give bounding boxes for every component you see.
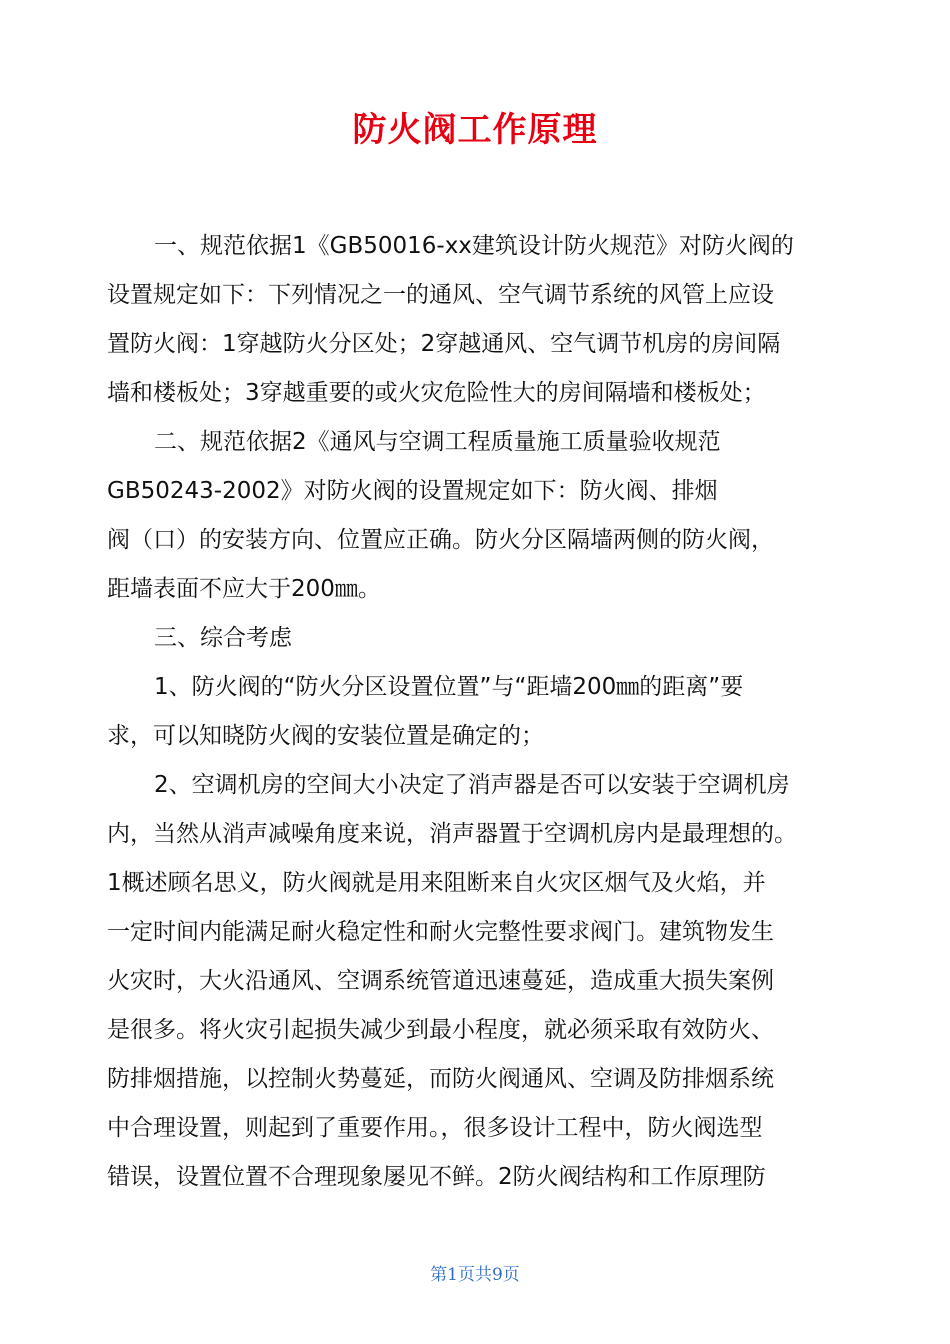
paragraph-line: 错误，设置位置不合理现象屡见不鲜。2防火阀结构和工作原理防 xyxy=(107,1164,766,1190)
paragraph-line: 1、防火阀的“防火分区设置位置”与“距墙200㎜的距离”要 xyxy=(154,674,744,700)
paragraph-line: 距墙表面不应大于200㎜。 xyxy=(107,576,381,602)
paragraph-line: 求，可以知晓防火阀的安装位置是确定的； xyxy=(107,723,544,749)
paragraph-line: 阀（口）的安装方向、位置应正确。防火分区隔墙两侧的防火阀， xyxy=(107,527,774,553)
paragraph-line: 中合理设置，则起到了重要作用。，很多设计工程中，防火阀选型 xyxy=(107,1115,763,1141)
paragraph-line: 置防火阀：1穿越防火分区处；2穿越通风、空气调节机房的房间隔 xyxy=(107,331,781,357)
paragraph-line: GB50243-2002》对防火阀的设置规定如下：防火阀、排烟 xyxy=(107,478,718,504)
paragraph-line: 一定时间内能满足耐火稳定性和耐火完整性要求阀门。建筑物发生 xyxy=(107,919,774,945)
paragraph-line: 火灾时，大火沿通风、空调系统管道迅速蔓延，造成重大损失案例 xyxy=(107,968,774,994)
page-title: 防火阀工作原理 xyxy=(352,110,598,150)
paragraph-line: 内，当然从消声减噪角度来说，消声器置于空调机房内是最理想的。 xyxy=(107,821,797,847)
paragraph-line: 墙和楼板处；3穿越重要的或火灾危险性大的房间隔墙和楼板处； xyxy=(107,380,766,406)
paragraph-line: 一、规范依据1《GB50016-xx建筑设计防火规范》对防火阀的 xyxy=(154,233,794,259)
paragraph-line: 是很多。将火灾引起损失减少到最小程度，就必须采取有效防火、 xyxy=(107,1017,774,1043)
paragraph-line: 设置规定如下：下列情况之一的通风、空气调节系统的风管上应设 xyxy=(107,282,774,308)
page-indicator: 第1页共9页 xyxy=(430,1265,520,1285)
paragraph-line: 防排烟措施，以控制火势蔓延，而防火阀通风、空调及防排烟系统 xyxy=(107,1066,774,1092)
paragraph-line: 2、空调机房的空间大小决定了消声器是否可以安装于空调机房 xyxy=(154,772,790,798)
paragraph-line: 1概述顾名思义，防火阀就是用来阻断来自火灾区烟气及火焰，并 xyxy=(107,870,766,896)
paragraph-line: 二、规范依据2《通风与空调工程质量施工质量验收规范 xyxy=(154,429,721,455)
section-heading: 三、综合考虑 xyxy=(154,625,292,651)
